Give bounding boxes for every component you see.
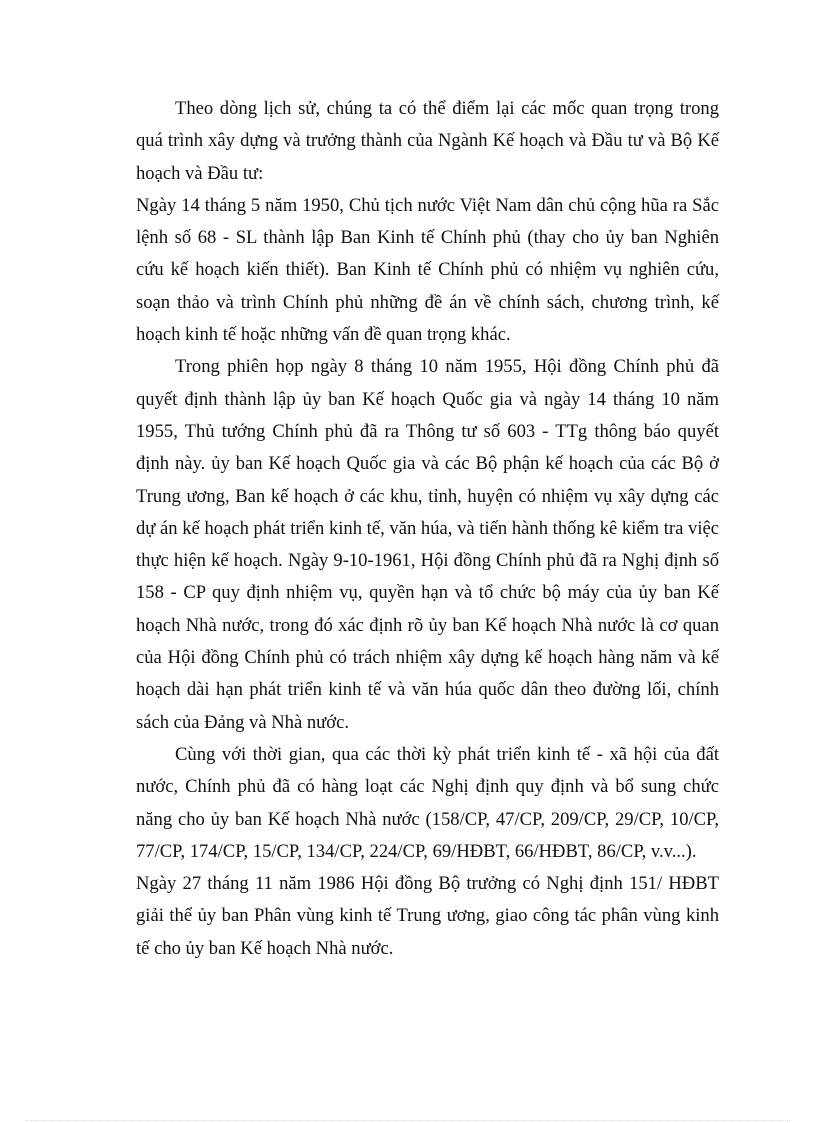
paragraph-decrees-list: Cùng với thời gian, qua các thời kỳ phát triển kinh tế - xã hội của đất nước, Chính phủ đã có hàng loạt các Nghị định quy định và bổ sung chức năng cho ủy ban Kế hoạch Nhà nước (158/CP, 47/CP, 209/CP, 29/CP, 10/CP, 77/CP, 174/CP, 15/CP, 134/CP, 224/CP, 69/HĐBT, 66/HĐBT, 86/CP, v.v...). bbox=[136, 743, 719, 862]
paragraph-history-intro: Theo dòng lịch sử, chúng ta có thể điểm lại các mốc quan trọng trong quá trình xây dựng và trưởng thành của Ngành Kế hoạch và Đầu tư và Bộ Kế hoạch và Đầu tư: bbox=[136, 98, 719, 184]
paragraph-1955-committee: Trong phiên họp ngày 8 tháng 10 năm 1955, Hội đồng Chính phủ đã quyết định thành lập ủy ban Kế hoạch Quốc gia và ngày 14 tháng 10 năm 1955, Thủ tướng Chính phủ đã ra Thông tư số 603 - TTg thông báo quyết định này. ủy ban Kế hoạch Quốc gia và các Bộ phận kế hoạch của các Bộ ở Trung ương, Ban kế hoạch ở các khu, tỉnh, huyện có nhiệm vụ xây dựng các dự án kế hoạch phát triển kinh tế, văn húa, và tiến hành thống kê kiểm tra việc thực hiện kế hoạch. Ngày 9-10-1961, Hội đồng Chính phủ đã ra Nghị định số 158 - CP quy định nhiệm vụ, quyền hạn và tổ chức bộ máy của ủy ban Kế hoạch Nhà nước, trong đó xác định rõ ủy ban Kế hoạch Nhà nước là cơ quan của Hội đồng Chính phủ có trách nhiệm xây dựng kế hoạch hàng năm và kế hoạch dài hạn phát triển kinh tế và văn húa quốc dân theo đường lối, chính sách của Đảng và Nhà nước. bbox=[136, 356, 719, 733]
document-body bbox=[136, 93, 719, 965]
paragraph-1986-decree: Ngày 27 tháng 11 năm 1986 Hội đồng Bộ trưởng có Nghị định 151/ HĐBT giải thể ủy ban Phân vùng kinh tế Trung ương, giao công tác phân vùng kinh tế cho ủy ban Kế hoạch Nhà nước. bbox=[136, 873, 719, 959]
footer-divider bbox=[26, 1120, 790, 1121]
paragraph-1950-decree: Ngày 14 tháng 5 năm 1950, Chủ tịch nước Việt Nam dân chủ cộng hũa ra Sắc lệnh số 68 - SL thành lập Ban Kinh tế Chính phủ (thay cho ủy ban Nghiên cứu kế hoạch kiến thiết). Ban Kinh tế Chính phủ có nhiệm vụ nghiên cứu, soạn thảo và trình Chính phủ những đề án về chính sách, chương trình, kế hoạch kinh tế hoặc những vấn đề quan trọng khác. bbox=[136, 194, 719, 346]
